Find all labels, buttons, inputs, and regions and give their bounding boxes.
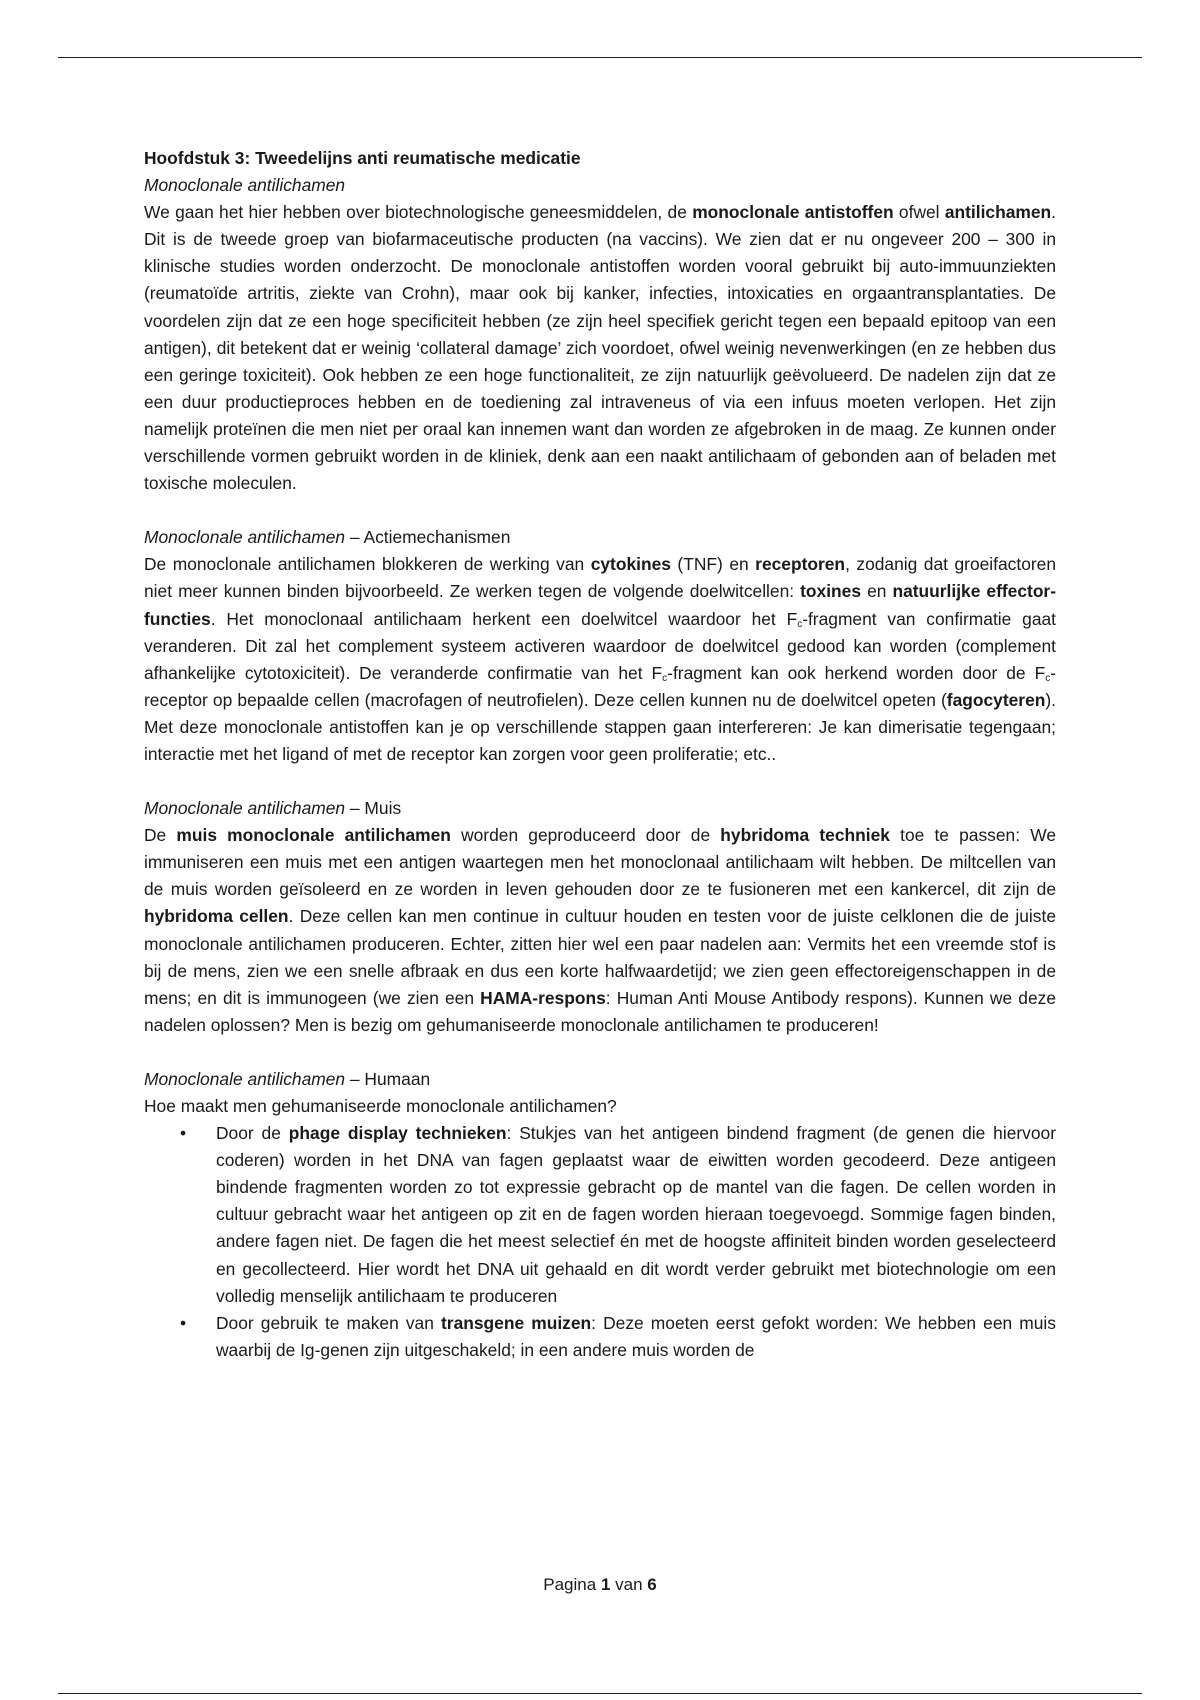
paragraph-humaan-intro: Hoe maakt men gehumaniseerde monoclonale antilichamen?	[144, 1096, 617, 1116]
list-item: • Door de phage display technieken: Stukjes van het antigeen bindend fragment (de genen die hiervoor coderen) worden in het DNA van fagen geplaatst waar de eiwitten worden gecodeerd. Deze antigeen bindende fragmenten worden zo tot expressie gebracht op de mantel van die fagen. De cellen worden in cultuur gebracht waar het antigeen op zit en de fagen worden hieraan toegevoegd. Sommige fagen binden, andere fagen niet. De fagen die het meest selectief én met de hoogste affiniteit binden worden geselecteerd en gecollecteerd. Hier wordt het DNA uit gehaald en dit wordt verder gebruikt met biotechnologie om een volledig menselijk antilichaam te produceren	[144, 1120, 1056, 1310]
footer-rule	[58, 1693, 1142, 1694]
paragraph-muis: De muis monoclonale antilichamen worden geproduceerd door de hybridoma techniek toe te passen: We immuniseren een muis met een antigen waartegen men het monoclonaal antilichaam wilt hebben. De miltcellen van de muis worden geïsoleerd en ze worden in leven gehouden door ze te fusioneren met een kankercel, dit zijn de hybridoma cellen. Deze cellen kan men continue in cultuur houden en testen voor de juiste celklonen die de juiste monoclonale antilichamen produceren. Echter, zitten hier wel een paar nadelen aan: Vermits het een vreemde stof is bij de mens, zien we een snelle afbraak en dus een korte halfwaardetijd; we zien geen effectoreigenschappen in de mens; en dit is immunogeen (we zien een HAMA-respons: Human Anti Mouse Antibody respons). Kunnen we deze nadelen oplossen? Men is bezig om gehumaniseerde monoclonale antilichamen te produceren!	[144, 825, 1056, 1035]
bullet-list	[144, 1120, 1056, 1364]
bullet-icon: •	[180, 1312, 187, 1333]
section-heading-monoclonal: Monoclonale antilichamen	[144, 175, 346, 196]
list-item: • Door gebruik te maken van transgene muizen: Deze moeten eerst gefokt worden: We hebben een muis waarbij de Ig-genen zijn uitgeschakeld; in een andere muis worden de	[144, 1310, 1056, 1364]
total-pages: 6	[647, 1575, 657, 1594]
section-heading-muis: Monoclonale antilichamen – Muis	[144, 798, 402, 819]
header-rule	[58, 57, 1142, 58]
bullet-icon: •	[180, 1123, 187, 1144]
section-heading-actiemechanismen: Monoclonale antilichamen – Actiemechanismen	[144, 527, 511, 548]
document-page	[144, 145, 1056, 1364]
section-heading-humaan: Monoclonale antilichamen – Humaan	[144, 1068, 431, 1089]
paragraph-intro: We gaan het hier hebben over biotechnologische geneesmiddelen, de monoclonale antistoffen ofwel antilichamen. Dit is de tweede groep van biofarmaceutische producten (na vaccins). We zien dat er nu ongeveer 200 – 300 in klinische studies worden onderzocht. De monoclonale antistoffen worden vooral gebruikt bij auto-immuunziekten (reumatoïde artritis, ziekte van Crohn), maar ook bij kanker, infecties, intoxicaties en orgaantransplantaties. De voordelen zijn dat ze een hoge specificiteit hebben (ze zijn heel specifiek gericht tegen een bepaald epitoop van een antigen), dit betekent dat er weinig ‘collateral damage’ zich voordoet, ofwel weinig nevenwerkingen (en ze hebben dus een geringe toxiciteit). Ook hebben ze een hoge functionaliteit, ze zijn natuurlijk geëvolueerd. De nadelen zijn dat ze een duur productieproces hebben en de toediening zal intraveneus of via een infuus moeten verlopen. Het zijn namelijk proteïnen die men niet per oraal kan innemen want dan worden ze afgebroken in de maag. Ze kunnen onder verschillende vormen gebruikt worden in de kliniek, denk aan een naakt antilichaam of gebonden aan of beladen met toxische moleculen.	[144, 202, 1056, 494]
chapter-title: Hoofdstuk 3: Tweedelijns anti reumatische medicatie	[144, 148, 581, 168]
paragraph-actiemechanismen: De monoclonale antilichamen blokkeren de werking van cytokines (TNF) en receptoren, zodanig dat groeifactoren niet meer kunnen binden bijvoorbeeld. Ze werken tegen de volgende doelwitcellen: toxines en natuurlijke effector-functies. Het monoclonaal antilichaam herkent een doelwitcel waardoor het $F_c$-fragment van confirmatie gaat veranderen. Dit zal het complement systeem activeren waardoor de doelwitcel gedood kan worden (complement afhankelijke cytotoxiciteit). De veranderde confirmatie van het $F_c$-fragment kan ook herkend worden door de $F_c$-receptor op bepaalde cellen (macrofagen of neutrofielen). Deze cellen kunnen nu de doelwitcel opeten (fagocyteren). Met deze monoclonale antistoffen kan je op verschillende stappen gaan interfereren: Je kan dimerisatie tegengaan; interactie met het ligand of met de receptor kan zorgen voor geen proliferatie; etc..	[144, 554, 1056, 764]
current-page: 1	[600, 1575, 611, 1594]
page-number-footer: Pagina 1 van 6	[543, 1575, 657, 1594]
